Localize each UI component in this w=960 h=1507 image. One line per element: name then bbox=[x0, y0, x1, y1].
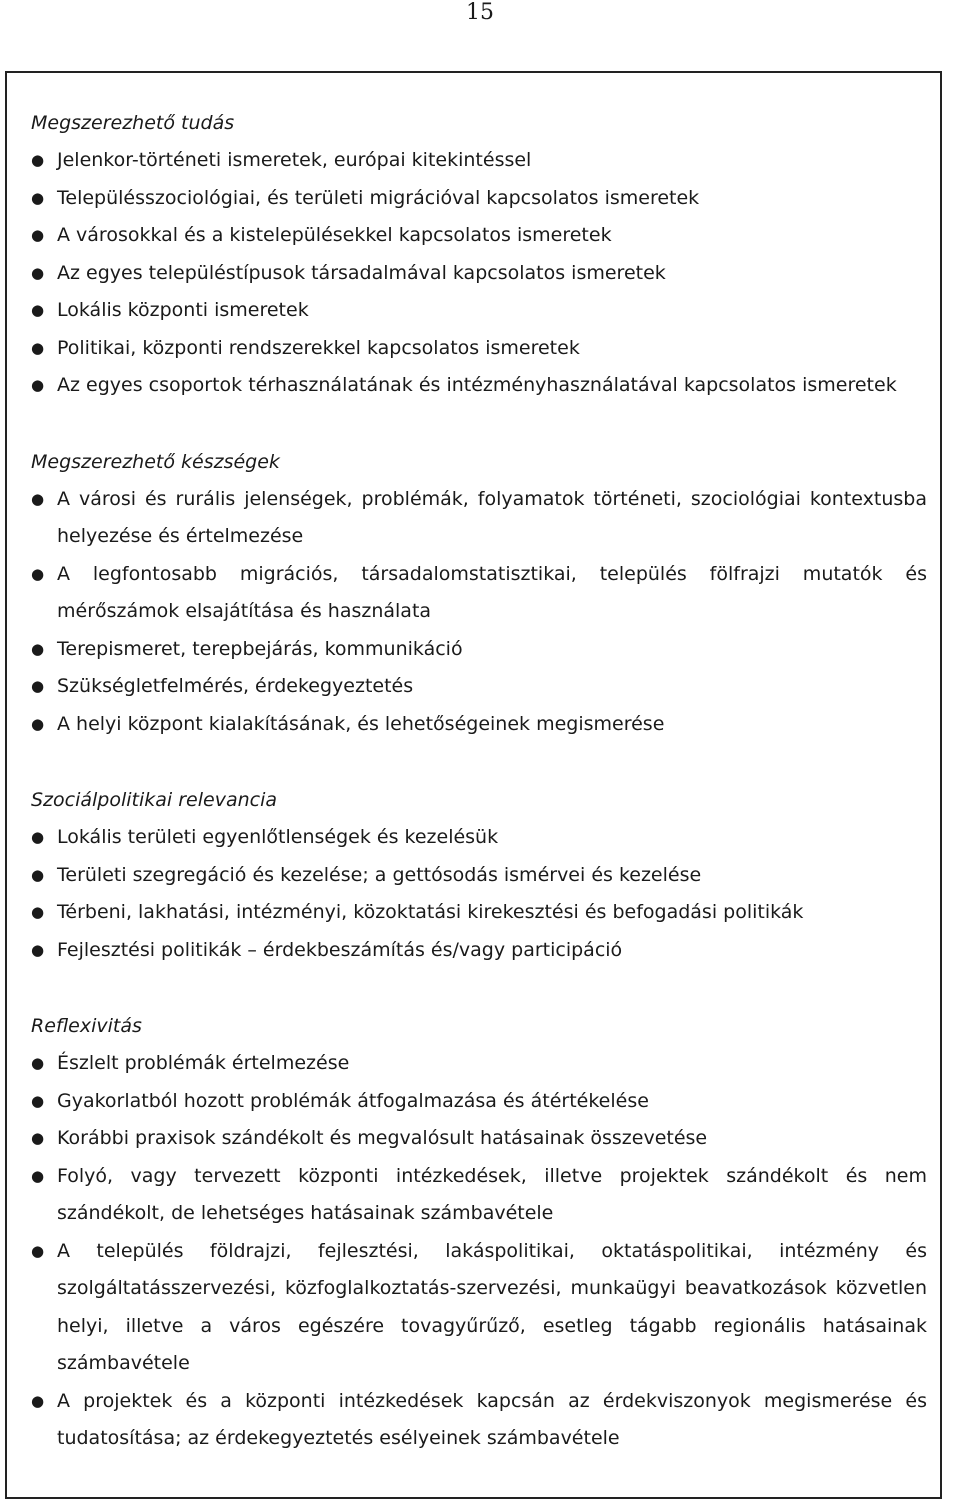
list-item: ● A helyi központ kialakításának, és lehetőségeinek megismerése bbox=[31, 706, 927, 744]
bullet-icon: ● bbox=[31, 677, 45, 695]
page-number: 15 bbox=[466, 0, 494, 25]
bullet-list bbox=[31, 819, 927, 969]
bullet-icon: ● bbox=[31, 226, 45, 244]
bullet-icon: ● bbox=[31, 1391, 45, 1410]
section-title: Reflexivitás bbox=[31, 1015, 142, 1037]
bullet-icon: ● bbox=[31, 1129, 45, 1147]
list-item: ● Területi szegregáció és kezelése; a gettósodás ismérvei és kezelése bbox=[31, 857, 927, 895]
bullet-list bbox=[31, 481, 927, 744]
list-item: ● Terepismeret, terepbejárás, kommunikáció bbox=[31, 631, 927, 669]
list-item: ● Szükségletfelmérés, érdekegyeztetés bbox=[31, 668, 927, 706]
bullet-icon: ● bbox=[31, 338, 45, 357]
list-item: ● Korábbi praxisok szándékolt és megvalósult hatásainak összevetése bbox=[31, 1120, 927, 1158]
section-reflexivitas bbox=[31, 1007, 927, 1458]
bullet-icon: ● bbox=[31, 1166, 45, 1185]
list-item: ● Településszociológiai, és területi migrációval kapcsolatos ismeretek bbox=[31, 180, 927, 218]
bullet-icon: ● bbox=[31, 1054, 45, 1072]
list-item: ● Politikai, központi rendszerekkel kapcsolatos ismeretek bbox=[31, 330, 927, 368]
bullet-icon: ● bbox=[31, 639, 45, 658]
bullet-icon: ● bbox=[31, 828, 45, 846]
bullet-icon: ● bbox=[31, 1241, 45, 1260]
bullet-icon: ● bbox=[31, 376, 45, 394]
list-item: ● Gyakorlatból hozott problémák átfogalmazása és átértékelése bbox=[31, 1083, 927, 1121]
bullet-icon: ● bbox=[31, 865, 45, 884]
list-item: ● A városokkal és a kistelepülésekkel kapcsolatos ismeretek bbox=[31, 217, 927, 255]
bullet-icon: ● bbox=[31, 903, 45, 921]
frame-right-rule bbox=[938, 71, 942, 1499]
bullet-list bbox=[31, 1045, 927, 1458]
document-body bbox=[31, 104, 927, 1458]
list-item: ● A városi és rurális jelenségek, problémák, folyamatok történeti, szociológiai kontextusba helyezése és értelmezése bbox=[31, 481, 927, 556]
list-item: ● Lokális központi ismeretek bbox=[31, 292, 927, 330]
list-item: ● Lokális területi egyenlőtlenségek és kezelésük bbox=[31, 819, 927, 857]
list-item: ● Fejlesztési politikák – érdekbeszámítás és/vagy participáció bbox=[31, 932, 927, 970]
list-item: ● Folyó, vagy tervezett központi intézkedések, illetve projektek szándékolt és nem szándékolt, de lehetséges hatásainak számbavétele bbox=[31, 1158, 927, 1233]
bullet-icon: ● bbox=[31, 1091, 45, 1110]
list-item: ● Az egyes településtípusok társadalmával kapcsolatos ismeretek bbox=[31, 255, 927, 293]
section-megszerezheto-keszsegek bbox=[31, 443, 927, 744]
list-item: ● A legfontosabb migrációs, társadalomstatisztikai, település fölfrajzi mutatók és mérőszámok elsajátítása és használata bbox=[31, 556, 927, 631]
list-item: ● Észlelt problémák értelmezése bbox=[31, 1045, 927, 1083]
bullet-icon: ● bbox=[31, 940, 45, 959]
list-item: ● A település földrajzi, fejlesztési, lakáspolitikai, oktatáspolitikai, intézmény és szolgáltatásszervezési, közfoglalkoztatás-szervezési, munkaügyi beavatkozások közvetlen helyi, illetve a város egészére tovagyűrűző, esetleg tágabb regionális hatásainak számbavétele bbox=[31, 1233, 927, 1383]
bullet-icon: ● bbox=[31, 564, 45, 583]
list-item: ● Az egyes csoportok térhasználatának és intézményhasználatával kapcsolatos ismeretek bbox=[31, 367, 927, 405]
bullet-icon: ● bbox=[31, 714, 45, 733]
bullet-icon: ● bbox=[31, 188, 45, 207]
bullet-list bbox=[31, 142, 927, 405]
list-item: ● Térbeni, lakhatási, intézményi, közoktatási kirekesztési és befogadási politikák bbox=[31, 894, 927, 932]
bullet-icon: ● bbox=[31, 151, 45, 169]
bullet-icon: ● bbox=[31, 263, 45, 282]
section-szocialpolitikai-relevancia bbox=[31, 781, 927, 969]
section-title: Megszerezhető tudás bbox=[31, 112, 235, 134]
section-title: Szociálpolitikai relevancia bbox=[31, 789, 278, 811]
bullet-icon: ● bbox=[31, 301, 45, 319]
section-title: Megszerezhető készségek bbox=[31, 450, 280, 473]
list-item: ● Jelenkor-történeti ismeretek, európai kitekintéssel bbox=[31, 142, 927, 180]
list-item: ● A projektek és a központi intézkedések kapcsán az érdekviszonyok megismerése és tudatosítása; az érdekegyeztetés esélyeinek számbavétele bbox=[31, 1383, 927, 1458]
bullet-icon: ● bbox=[31, 489, 45, 508]
section-megszerezheto-tudas bbox=[31, 104, 927, 405]
